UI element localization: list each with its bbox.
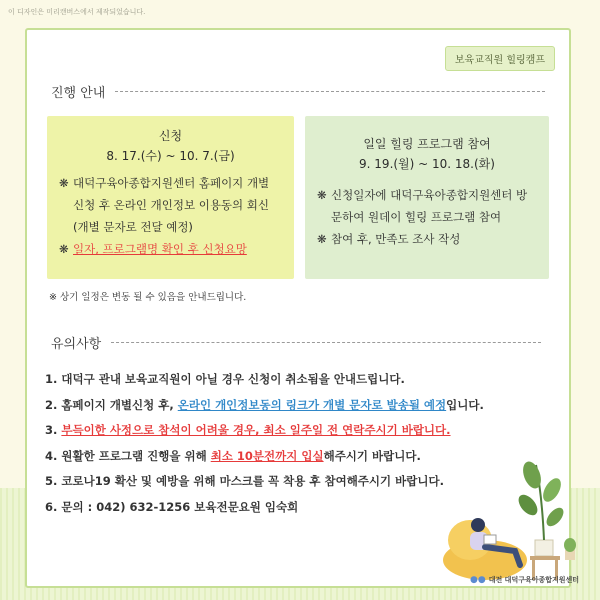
apply-box — [47, 116, 294, 279]
notice-item: 5. 코로나19 확산 및 예방을 위해 마스크를 꼭 착용 후 참여해주시기 바랍니다. — [45, 474, 444, 489]
title-divider — [115, 91, 545, 92]
notice-item: 1. 대덕구 관내 보육교직원이 아닐 경우 신청이 취소됨을 안내드립니다. — [45, 372, 405, 386]
participate-step: ❋ 참여 후, 만족도 조사 작성 — [317, 228, 537, 250]
flower-bullet-icon: ❋ — [59, 176, 69, 190]
center-logo — [470, 575, 579, 585]
participate-box — [305, 116, 549, 279]
reading-person-illustration — [440, 455, 590, 585]
notices-title: 유의사항 — [51, 337, 102, 352]
logo-mark-icon: ●● — [470, 575, 486, 585]
participate-step: ❋ 신청일자에 대덕구육아종합지원센터 방문하여 원데이 힐링 프로그램 참여 — [317, 184, 537, 228]
notice-item: 4. 원활한 프로그램 진행을 위해 최소 10분전까지 입실해주시기 바랍니다. — [45, 448, 421, 463]
notice-warning: 부득이한 사정으로 참석이 어려울 경우, 최소 일주일 전 연락주시기 바랍니다. — [61, 423, 451, 438]
apply-head: 신청 — [158, 129, 183, 143]
flower-bullet-icon: ❋ — [59, 242, 69, 256]
notice-warning: 최소 10분전까지 입실 — [210, 448, 324, 463]
notices-section-title — [51, 333, 541, 352]
design-credit: 이 디자인은 미리캔버스에서 제작되었습니다. — [8, 8, 146, 16]
flower-bullet-icon: ❋ — [317, 188, 327, 202]
notice-item: 6. 문의 : 042) 632-1256 보육전문요원 임숙희 — [45, 499, 299, 514]
program-tag: 보육교직원 힐링캠프 — [445, 46, 555, 71]
progress-section-title — [51, 82, 545, 101]
progress-title: 진행 안내 — [51, 86, 106, 101]
notice-link-text: 온라인 개인정보동의 링크가 개별 문자로 발송될 예정 — [177, 397, 447, 412]
notice-item: 2. 홈페이지 개별신청 후, 온라인 개인정보동의 링크가 개별 문자로 발송될 예정입니다. — [45, 397, 484, 412]
notice-item: 3. 부득이한 사정으로 참석이 어려울 경우, 최소 일주일 전 연락주시기 바랍니다. — [45, 423, 451, 438]
participate-date: 9. 19.(월) ~ 10. 18.(화) — [359, 157, 495, 171]
center-logo-name: 대전 대덕구육아종합지원센터 — [488, 576, 580, 584]
schedule-note: ※ 상기 일정은 변동 될 수 있음을 안내드립니다. — [49, 292, 247, 303]
title-divider — [111, 342, 541, 343]
apply-step: ❋ 대덕구육아종합지원센터 홈페이지 개별 신청 후 온라인 개인정보 이용동의 회신 (개별 문자로 전달 예정) — [59, 172, 282, 238]
apply-date: 8. 17.(수) ~ 10. 7.(금) — [106, 149, 235, 163]
apply-highlight: 일자, 프로그램명 확인 후 신청요망 — [73, 242, 247, 256]
participate-head: 일일 힐링 프로그램 참여 — [363, 137, 491, 151]
flower-bullet-icon: ❋ — [317, 232, 327, 246]
apply-highlight-item — [59, 238, 282, 260]
